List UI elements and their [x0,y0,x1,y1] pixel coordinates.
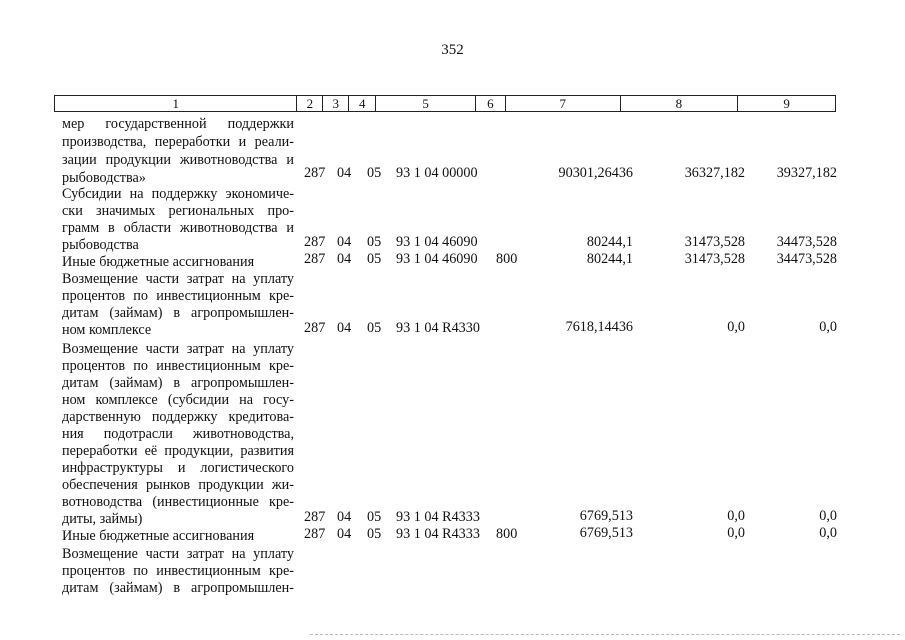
header-col-8: 8 [621,96,739,111]
desc-line: зации продукции животноводства и [62,152,294,168]
cell-target-article: 93 1 04 R4330 [396,320,480,336]
cell-subsection: 05 [367,320,382,336]
cell-subsection: 05 [367,526,382,542]
cell-amount-3: 0,0 [819,319,837,335]
cell-amount-1: 6769,513 [579,508,633,524]
cell-subsection: 05 [367,165,382,181]
bottom-rule [310,634,900,635]
desc-line: ния подотрасли животноводства, [62,426,294,442]
header-col-4: 4 [349,96,376,111]
desc-line: инфраструктуры и логистического [62,460,294,476]
header-col-7: 7 [506,96,621,111]
cell-section: 04 [337,320,352,336]
header-col-2: 2 [297,96,323,111]
header-col-5: 5 [376,96,476,111]
desc-line: производства, переработки и реали- [62,134,294,150]
cell-section: 04 [337,251,352,267]
desc-line: Возмещение части затрат на уплату [62,546,294,562]
cell-amount-2: 0,0 [727,525,745,541]
cell-target-article: 93 1 04 R4333 [396,526,480,542]
desc-line: дитам (займам) в агропромышлен- [62,375,294,391]
desc-line: дитам (займам) в агропромышлен- [62,580,294,596]
cell-section: 04 [337,526,352,542]
desc-line: ски значимых региональных про- [62,203,294,219]
cell-amount-1: 90301,26436 [558,165,633,181]
cell-admin-code: 287 [304,526,326,542]
desc-line: Возмещение части затрат на уплату [62,341,294,357]
cell-amount-3: 0,0 [819,525,837,541]
desc-line: диты, займы) [62,511,143,527]
desc-line: Возмещение части затрат на уплату [62,271,294,287]
cell-subsection: 05 [367,509,382,525]
cell-amount-2: 36327,182 [684,165,745,181]
desc-line: Иные бюджетные ассигнования [62,254,255,270]
cell-amount-3: 39327,182 [776,165,837,181]
table-header [54,95,836,112]
cell-admin-code: 287 [304,509,326,525]
cell-amount-2: 31473,528 [684,234,745,250]
cell-section: 04 [337,234,352,250]
cell-section: 04 [337,165,352,181]
desc-line: переработки её продукции, развития [62,443,294,459]
desc-line: вотноводства (инвестиционные кре- [62,494,294,510]
cell-subsection: 05 [367,234,382,250]
desc-line: процентов по инвестиционным кре- [62,563,294,579]
cell-amount-3: 34473,528 [776,251,837,267]
header-col-9: 9 [783,96,790,111]
cell-amount-1: 80244,1 [586,234,633,250]
desc-line: рыбоводства [62,237,139,253]
cell-expense-type: 800 [496,526,518,542]
cell-admin-code: 287 [304,320,326,336]
desc-line: обеспечения рынков продукции жи- [62,477,294,493]
page-number: 352 [441,42,464,58]
desc-line: Субсидии на поддержку экономиче- [62,186,294,202]
header-col-6: 6 [476,96,506,111]
header-col-1: 1 [55,96,297,111]
cell-target-article: 93 1 04 46090 [396,251,478,267]
cell-subsection: 05 [367,251,382,267]
cell-target-article: 93 1 04 R4333 [396,509,480,525]
desc-line: ном комплексе [62,322,152,338]
cell-amount-1: 80244,1 [586,251,633,267]
cell-admin-code: 287 [304,234,326,250]
desc-line: ном комплексе (субсидии на госу- [62,392,294,408]
cell-section: 04 [337,509,352,525]
desc-line: процентов по инвестиционным кре- [62,358,294,374]
desc-line: рыбоводства» [62,170,146,186]
cell-amount-3: 0,0 [819,508,837,524]
cell-target-article: 93 1 04 46090 [396,234,478,250]
cell-expense-type: 800 [496,251,518,267]
desc-line: грамм в области животноводства и [62,220,294,236]
cell-amount-1: 7618,14436 [565,319,633,335]
cell-amount-2: 0,0 [727,319,745,335]
cell-admin-code: 287 [304,251,326,267]
cell-amount-1: 6769,513 [579,525,633,541]
cell-admin-code: 287 [304,165,326,181]
cell-target-article: 93 1 04 00000 [396,165,478,181]
desc-line: мер государственной поддержки [62,116,294,132]
desc-line: процентов по инвестиционным кре- [62,288,294,304]
header-col-3: 3 [323,96,349,111]
desc-line: Иные бюджетные ассигнования [62,528,255,544]
cell-amount-3: 34473,528 [776,234,837,250]
cell-amount-2: 31473,528 [684,251,745,267]
cell-amount-2: 0,0 [727,508,745,524]
desc-line: дитам (займам) в агропромышлен- [62,305,294,321]
desc-line: дарственную поддержку кредитова- [62,409,294,425]
